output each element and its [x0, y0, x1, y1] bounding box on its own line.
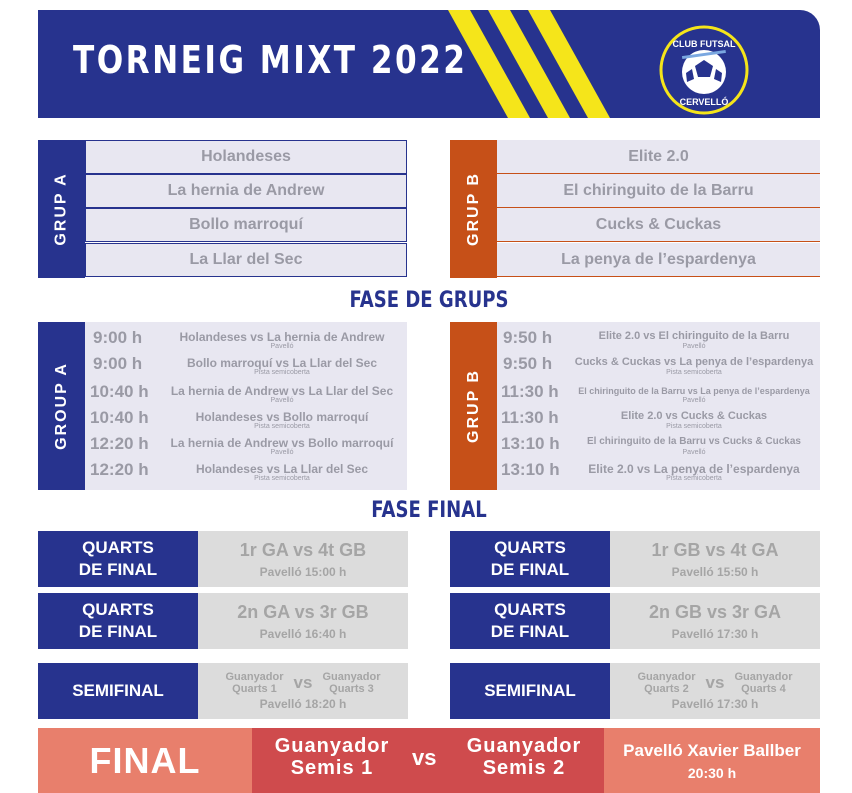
match-time: 13:10 h [501, 434, 560, 453]
quarter-final-info [610, 531, 820, 587]
match-time: 11:30 h [501, 382, 559, 401]
group-a-team: Bollo marroquí [85, 208, 407, 242]
match-time: 9:50 h [503, 328, 553, 347]
semi-venue: Pavelló 18:20 h [259, 697, 347, 711]
quarter-final-1 [38, 531, 408, 587]
quarter-final-label: QUARTS DE FINAL [450, 531, 610, 587]
group-b-team: La penya de l’espardenya [497, 243, 820, 277]
match-row [501, 408, 817, 434]
quarter-final-4 [450, 593, 820, 649]
semi-right: Guanyador Quarts 4 [734, 671, 793, 695]
group-b-team: Cucks & Cuckas [497, 208, 820, 242]
match-teams: Elite 2.0 vs Cucks & Cuckas [620, 410, 768, 422]
match-row [501, 328, 817, 354]
match-row [501, 460, 817, 486]
match-teams: Bollo marroquí vs La Llar del Sec [186, 356, 378, 370]
match-row [501, 354, 817, 380]
quarter-final-info [610, 593, 820, 649]
quarter-final-2 [450, 531, 820, 587]
match-teams: La hernia de Andrew vs La Llar del Sec [170, 384, 394, 398]
semi-vs: vs [293, 673, 313, 692]
qf-venue: Pavelló 15:00 h [259, 564, 347, 579]
match-time: 10:40 h [90, 408, 149, 427]
final-bar [38, 728, 820, 793]
match-teams: Holandeses vs La hernia de Andrew [179, 330, 385, 344]
final-match [252, 728, 604, 793]
match-venue: Pavelló [270, 449, 294, 456]
match-teams: Cucks & Cuckas vs La penya de l’espardenya [574, 356, 814, 368]
final-team-2: Guanyador Semis 2 [466, 735, 582, 779]
group-a-team: La Llar del Sec [85, 243, 407, 277]
semifinal-match [225, 671, 380, 695]
match-time: 12:20 h [90, 460, 149, 479]
semifinal-info [198, 663, 408, 719]
qf-match: 1r GA vs 4t GB [239, 539, 367, 560]
semifinal-info [610, 663, 820, 719]
match-time: 9:00 h [93, 354, 143, 373]
qf-venue: Pavelló 16:40 h [259, 626, 347, 641]
match-teams: Holandeses vs Bollo marroquí [195, 410, 369, 424]
semifinal-label: SEMIFINAL [450, 663, 610, 719]
quarter-final-3 [38, 593, 408, 649]
match-row [90, 328, 402, 354]
match-venue: Pista semicoberta [254, 423, 310, 430]
match-teams: El chiringuito de la Barru vs La penya de l’espardenya [578, 386, 810, 396]
quarter-final-label: QUARTS DE FINAL [450, 593, 610, 649]
match-venue: Pavelló [682, 343, 706, 350]
match-row [90, 382, 402, 408]
qf-match: 2n GB vs 3r GA [648, 601, 782, 622]
match-venue: Pista semicoberta [254, 369, 310, 376]
final-time: 20:30 h [687, 764, 737, 781]
group-a-label: GRUP A [38, 140, 85, 278]
match-venue: Pista semicoberta [666, 475, 722, 482]
match-time: 11:30 h [501, 408, 559, 427]
match-teams: Holandeses vs La Llar del Sec [195, 462, 369, 476]
semi-right: Guanyador Quarts 3 [322, 671, 381, 695]
match-venue: Pista semicoberta [666, 369, 722, 376]
group-a-team: La hernia de Andrew [85, 174, 407, 208]
match-time: 13:10 h [501, 460, 560, 479]
quarter-final-info [198, 593, 408, 649]
match-time: 12:20 h [90, 434, 149, 453]
group-b-label: GRUP B [450, 140, 497, 278]
match-venue: Pavelló [682, 397, 706, 404]
semi-left: Guanyador Quarts 2 [637, 671, 696, 695]
logo-top-text: CLUB FUTSAL [672, 39, 736, 49]
semifinal-match [637, 671, 792, 695]
final-label: FINAL [38, 728, 252, 793]
semifinal-1 [38, 663, 408, 719]
match-time: 10:40 h [90, 382, 149, 401]
yellow-stripes [438, 10, 638, 118]
quarter-final-label: QUARTS DE FINAL [38, 593, 198, 649]
qf-venue: Pavelló 15:50 h [671, 564, 759, 579]
match-venue: Pavelló [270, 397, 294, 404]
match-teams: Elite 2.0 vs El chiringuito de la Barru [598, 330, 790, 342]
final-phase-title: FASE FINAL [371, 498, 487, 523]
semifinal-2 [450, 663, 820, 719]
quarter-final-info [198, 531, 408, 587]
group-phase-title: FASE DE GRUPS [349, 288, 509, 313]
match-venue: Pavelló [270, 343, 294, 350]
match-teams: El chiringuito de la Barru vs Cucks & Cuckas [587, 436, 801, 447]
match-venue: Pista semicoberta [254, 475, 310, 482]
qf-match: 2n GA vs 3r GB [237, 601, 369, 622]
semifinal-label: SEMIFINAL [38, 663, 198, 719]
match-row [90, 460, 402, 486]
logo-bottom-text: CERVELLÓ [679, 97, 729, 107]
content-area [38, 118, 820, 728]
match-teams: La hernia de Andrew vs Bollo marroquí [170, 436, 394, 450]
match-row [90, 434, 402, 460]
match-time: 9:50 h [503, 354, 553, 373]
qf-venue: Pavelló 17:30 h [671, 626, 759, 641]
match-teams: Elite 2.0 vs La penya de l’espardenya [588, 462, 800, 476]
qf-match: 1r GB vs 4t GA [651, 539, 779, 560]
page-title: TORNEIG MIXT 2022 [73, 38, 468, 82]
group-b-team: El chiringuito de la Barru [497, 174, 820, 208]
final-team-1: Guanyador Semis 1 [274, 735, 390, 779]
semi-left: Guanyador Quarts 1 [225, 671, 284, 695]
quarter-final-label: QUARTS DE FINAL [38, 531, 198, 587]
final-venue-name: Pavelló Xavier Ballber [623, 740, 801, 760]
group-phase-b-label: GRUP B [450, 322, 497, 490]
match-row [90, 408, 402, 434]
club-logo-icon [656, 25, 752, 115]
group-a-team: Holandeses [85, 140, 407, 174]
final-vs: vs [412, 745, 437, 770]
group-b-team: Elite 2.0 [497, 140, 820, 174]
final-venue [604, 728, 820, 793]
match-row [501, 382, 817, 408]
match-venue: Pista semicoberta [666, 423, 722, 430]
group-phase-a-label: GROUP A [38, 322, 85, 490]
tournament-poster [38, 10, 820, 793]
match-row [501, 434, 817, 460]
header [38, 10, 820, 118]
match-time: 9:00 h [93, 328, 143, 347]
match-venue: Pavelló [682, 449, 706, 456]
semi-venue: Pavelló 17:30 h [671, 697, 759, 711]
match-row [90, 354, 402, 380]
semi-vs: vs [705, 673, 725, 692]
